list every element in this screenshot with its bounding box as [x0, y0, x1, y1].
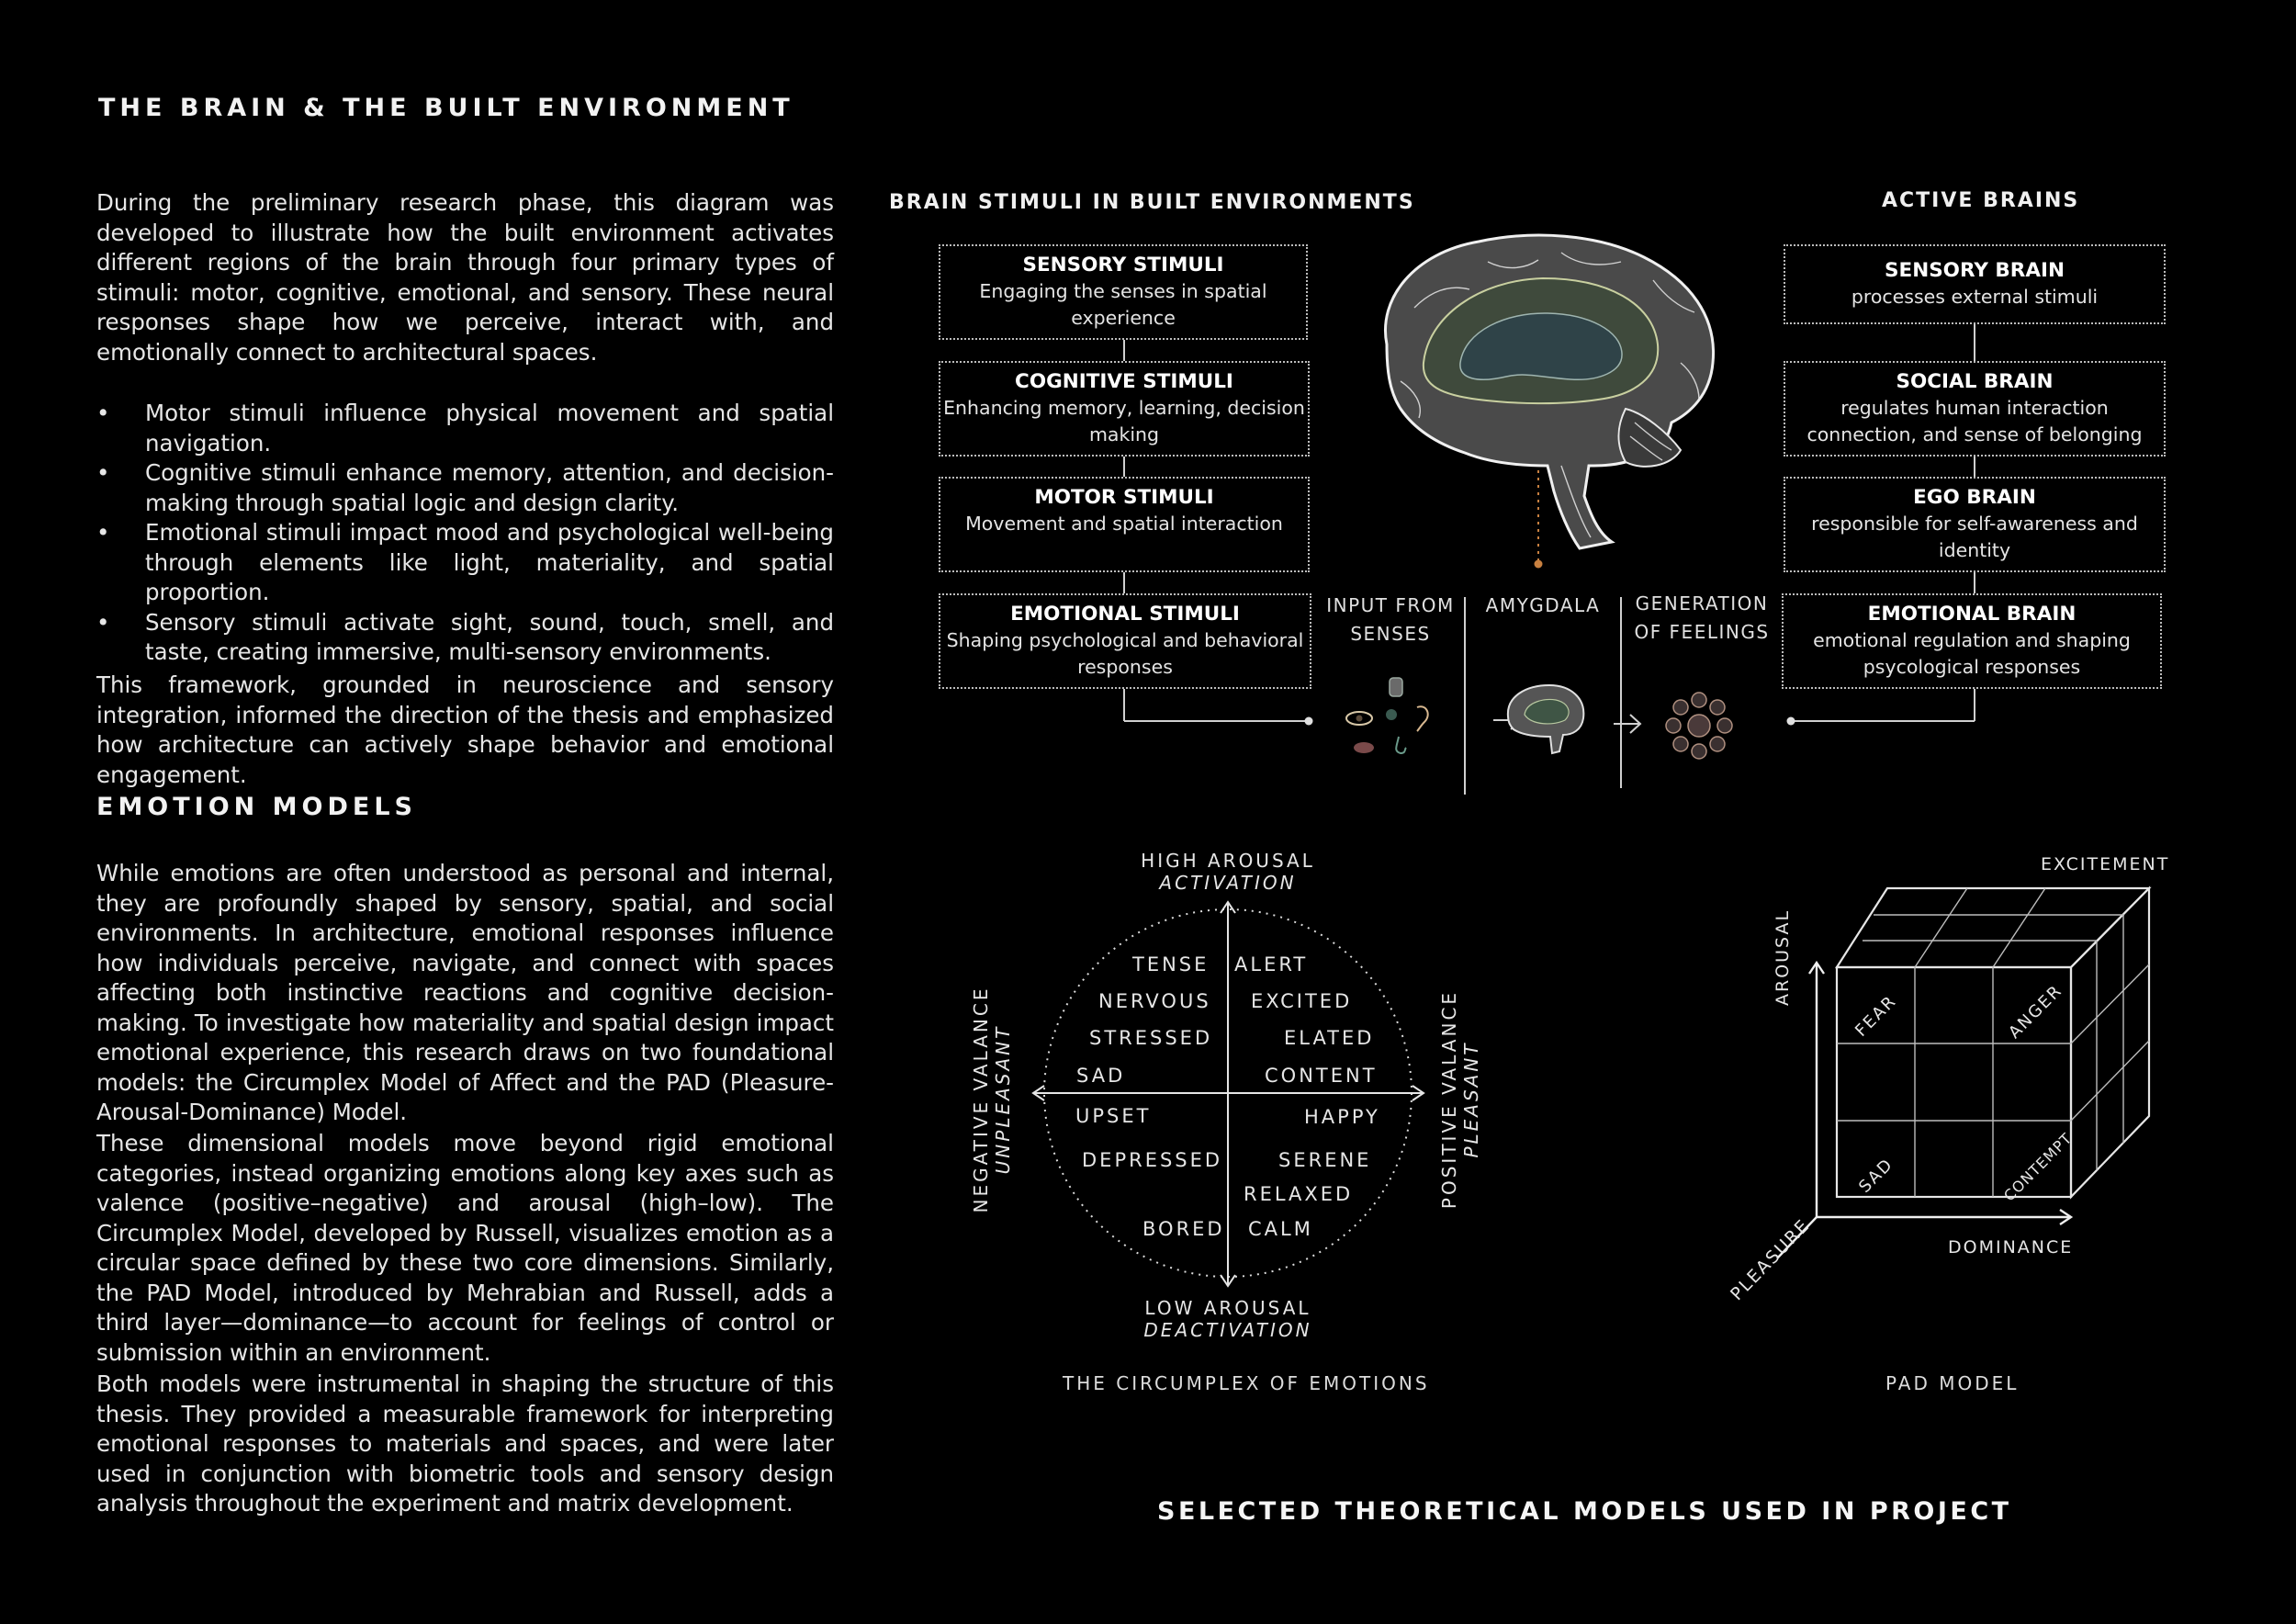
emotion-stressed: STRESSED [1089, 1027, 1213, 1049]
emotion-bored: BORED [1142, 1218, 1225, 1240]
senses-icons [1336, 671, 1456, 762]
emotion-tense: TENSE [1132, 953, 1210, 976]
box-title: SENSORY BRAIN [1885, 259, 2065, 282]
emotion-excited: EXCITED [1251, 990, 1353, 1012]
pleasant-text: PLEASANT [1460, 1041, 1482, 1158]
circumplex-caption: THE CIRCUMPLEX OF EMOTIONS [1063, 1372, 1430, 1394]
motor-stimuli-box [939, 477, 1310, 572]
emotion-models-heading: EMOTION MODELS [96, 793, 418, 821]
feelings-cluster-icon [1660, 687, 1738, 764]
intro-paragraph: During the preliminary research phase, this diagram was developed to illustrate how the built environment activates different regions of the brain through four primary types of stimuli: motor, cognitive, emotional, and sensory. These neural responses shape how we perceive, interact with, and emotionally connect to architectural spaces. [96, 189, 834, 366]
box-title: MOTOR STIMULI [1034, 486, 1214, 509]
positive-valance-text: POSITIVE VALANCE [1438, 989, 1460, 1210]
sensory-brain-box [1784, 244, 2166, 324]
amygdala-brain-icon [1499, 680, 1591, 762]
amygdala-label: AMYGDALA [1485, 594, 1601, 616]
emotion-alert: ALERT [1234, 953, 1309, 976]
low-arousal-text: LOW AROUSAL [1144, 1297, 1311, 1319]
amygdala-marker [1535, 560, 1543, 569]
pleasure-axis-label: PLEASURE [1727, 1214, 1815, 1305]
models-footer-title: SELECTED THEORETICAL MODELS USED IN PROJECT [1157, 1497, 2012, 1526]
ear-icon [1417, 706, 1428, 731]
generation-of-feelings-label: GENERATION OF FEELINGS [1634, 592, 1770, 643]
box-desc: Shaping psychological and behavioral responses [946, 629, 1304, 678]
emotion-serene: SERENE [1278, 1149, 1372, 1171]
box-desc: regulates human interaction connection, and sense of belonging [1806, 397, 2143, 445]
contempt-label: CONTEMPT [2000, 1129, 2076, 1205]
sad-label: SAD [1855, 1154, 1897, 1197]
deactivation-text: DEACTIVATION [1143, 1319, 1312, 1341]
emotion-content: CONTENT [1265, 1065, 1378, 1087]
unpleasant-text: UNPLEASANT [992, 1024, 1014, 1175]
emotion-happy: HAPPY [1304, 1106, 1380, 1128]
eye-icon [1346, 712, 1372, 725]
box-title: EMOTIONAL STIMULI [1010, 603, 1240, 626]
list-item: • Emotional stimuli impact mood and psychological well-being through elements like light, materiality, and spatial proportion. [96, 518, 834, 608]
circumplex-axes [1010, 882, 1451, 1304]
negative-valance-text: NEGATIVE VALANCE [970, 986, 992, 1213]
social-brain-box [1784, 361, 2166, 457]
activation-text: ACTIVATION [1159, 872, 1297, 894]
emotion-paragraph-2: These dimensional models move beyond rigid emotional categories, instead organizing emotions along key axes such as valence (positive–negative) and arousal (high–low). The Circumplex Model, developed by Russell, visualizes emotion as a circular space defined by these two core dimensions. Similarly, the PAD Model, introduced by Mehrabian and Russell, adds a third layer—dominance—to account for feelings of control or submission within an environment. [96, 1130, 834, 1366]
emotional-brain-box [1782, 593, 2162, 689]
emotion-sad: SAD [1076, 1065, 1126, 1087]
box-desc: Engaging the senses in spatial experience [979, 280, 1267, 329]
box-desc: Movement and spatial interaction [965, 513, 1283, 535]
emotion-depressed: DEPRESSED [1082, 1149, 1223, 1171]
box-title: SOCIAL BRAIN [1896, 370, 2054, 393]
box-desc: emotional regulation and shaping psycological responses [1813, 629, 2131, 678]
list-item: • Cognitive stimuli enhance memory, attention, and decision-making through spatial logic and design clarity. [96, 458, 834, 518]
negative-valance-label [970, 962, 1014, 1237]
box-title: COGNITIVE STIMULI [1015, 370, 1233, 393]
sensory-stimuli-box [939, 244, 1308, 340]
box-title: SENSORY STIMULI [1022, 254, 1224, 276]
brain-illustration [1350, 225, 1745, 556]
box-desc: responsible for self-awareness and identity [1811, 513, 2138, 561]
sense-dot-icon [1386, 709, 1397, 720]
input-from-senses-label: INPUT FROM SENSES [1326, 594, 1455, 645]
mouth-icon [1354, 742, 1374, 753]
emotion-elated: ELATED [1284, 1027, 1375, 1049]
anger-label: ANGER [2005, 980, 2066, 1043]
framework-paragraph: This framework, grounded in neuroscience and sensory integration, informed the direction of the thesis and emphasized how architecture can actively shape behavior and emotional engagement. [96, 671, 834, 788]
fear-label: FEAR [1851, 991, 1901, 1041]
dominance-axis-label: DOMINANCE [1948, 1237, 2074, 1257]
box-title: EMOTIONAL BRAIN [1867, 603, 2077, 626]
hand-icon [1390, 678, 1402, 696]
pad-model-caption: PAD MODEL [1885, 1372, 2020, 1394]
high-arousal-text: HIGH AROUSAL [1141, 850, 1315, 872]
stimuli-heading: BRAIN STIMULI IN BUILT ENVIRONMENTS [889, 191, 1415, 214]
emotion-relaxed: RELAXED [1244, 1183, 1354, 1205]
emotion-paragraph-1: While emotions are often understood as personal and internal, they are profoundly shaped by sensory, spatial, and social environments. In architecture, emotional responses influence how individuals perceive, navigate, and connect with spaces affecting both instinctive reactions and cognitive decision-making. To investigate how materiality and spatial design impact emotional experience, this research draws on two foundational models: the Circumplex Model of Affect and the PAD (Pleasure-Arousal-Dominance) Model. [96, 860, 834, 1125]
emotional-stimuli-box [939, 593, 1311, 689]
emotion-calm: CALM [1248, 1218, 1313, 1240]
box-desc: processes external stimuli [1851, 286, 2099, 308]
active-brains-heading: ACTIVE BRAINS [1882, 189, 2080, 212]
ego-brain-box [1784, 477, 2166, 572]
emotion-nervous: NERVOUS [1098, 990, 1211, 1012]
list-item: • Sensory stimuli activate sight, sound, touch, smell, and taste, creating immersive, multi-sensory environments. [96, 608, 834, 668]
emotion-upset: UPSET [1075, 1105, 1152, 1127]
emotion-paragraph-3: Both models were instrumental in shaping the structure of this thesis. They provided a measurable framework for interpreting emotional responses to materials and spaces, and were later used in conjunction with biometric tools and sensory design analysis throughout the experiment and matrix development. [96, 1370, 834, 1517]
arousal-axis-label: AROUSAL [1773, 908, 1793, 1006]
connector-dot [1305, 717, 1313, 726]
connector-dot [1787, 717, 1795, 726]
excitement-label: EXCITEMENT [2041, 854, 2170, 874]
cognitive-stimuli-box [939, 361, 1310, 457]
box-title: EGO BRAIN [1913, 486, 2036, 509]
page-title: THE BRAIN & THE BUILT ENVIRONMENT [98, 94, 794, 122]
list-item: • Motor stimuli influence physical movement and spatial navigation. [96, 399, 834, 458]
nose-icon [1396, 737, 1406, 753]
box-desc: Enhancing memory, learning, decision making [943, 397, 1305, 445]
